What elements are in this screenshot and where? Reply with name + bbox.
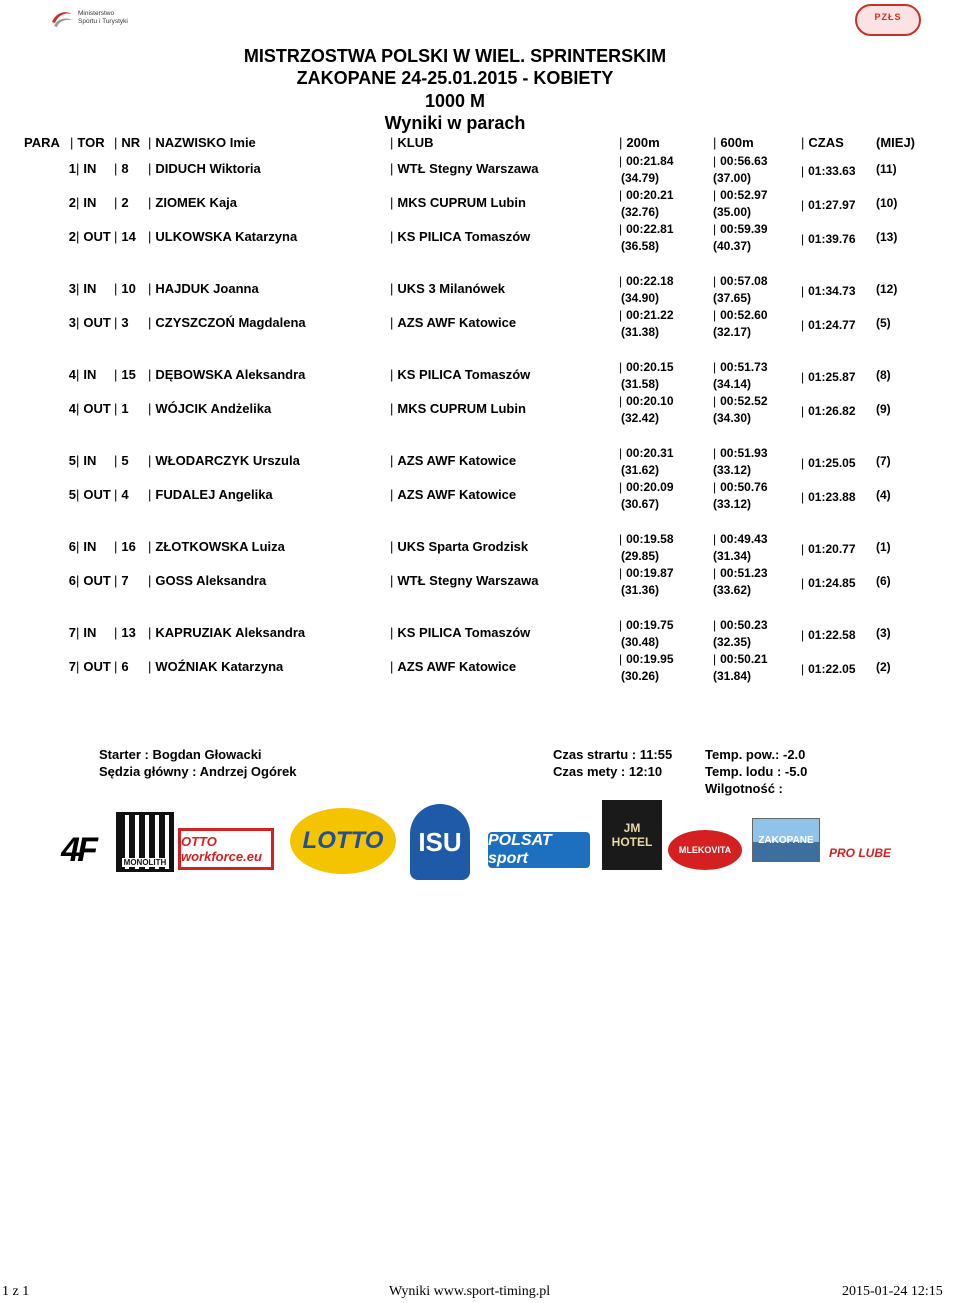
row-600m-split: (35.00) — [713, 205, 752, 219]
row-czas: | 01:24.77 — [801, 317, 856, 333]
row-200m-time: | 00:22.18 — [619, 273, 674, 289]
row-club: | WTŁ Stegny Warszawa — [390, 161, 539, 177]
row-200m-time: | 00:21.22 — [619, 307, 674, 323]
col-200m: | 200m — [619, 135, 660, 151]
row-para: 5 — [68, 453, 76, 468]
col-para: PARA — [24, 135, 60, 150]
row-para: 2 — [68, 229, 76, 244]
row-200m-split: (31.38) — [621, 325, 660, 339]
row-200m-time: | 00:20.10 — [619, 393, 674, 409]
row-miej: (8) — [876, 368, 891, 382]
row-tor: | IN — [76, 281, 96, 297]
row-club: | AZS AWF Katowice — [390, 315, 516, 331]
row-600m-time: | 00:51.23 — [713, 565, 768, 581]
row-para: 3 — [68, 281, 76, 296]
row-czas: | 01:27.97 — [801, 197, 856, 213]
row-miej: (11) — [876, 162, 897, 176]
row-para: 3 — [68, 315, 76, 330]
row-tor: | OUT — [76, 315, 111, 331]
row-name: | WÓJCIK Andżelika — [148, 401, 271, 417]
row-para: 2 — [68, 195, 76, 210]
row-czas: | 01:20.77 — [801, 541, 856, 557]
row-200m-time: | 00:19.95 — [619, 651, 674, 667]
row-600m-time: | 00:52.52 — [713, 393, 768, 409]
starter-info: Starter : Bogdan Głowacki — [99, 747, 262, 762]
row-tor: | OUT — [76, 573, 111, 589]
row-200m-split: (34.90) — [621, 291, 660, 305]
row-200m-time: | 00:19.87 — [619, 565, 674, 581]
row-club: | KS PILICA Tomaszów — [390, 625, 530, 641]
row-tor: | IN — [76, 539, 96, 555]
row-600m-split: (33.62) — [713, 583, 752, 597]
row-200m-time: | 00:20.15 — [619, 359, 674, 375]
row-name: | CZYSZCZOŃ Magdalena — [148, 315, 306, 331]
row-miej: (4) — [876, 488, 891, 502]
row-600m-split: (33.12) — [713, 463, 752, 477]
ministry-logo — [48, 6, 138, 32]
row-tor: | IN — [76, 195, 96, 211]
pzls-logo-text: PZŁS — [874, 12, 902, 22]
footer-source: Wyniki www.sport-timing.pl — [389, 1284, 551, 1299]
ministry-logo-icon — [48, 6, 76, 32]
row-para: 1 — [68, 161, 76, 176]
pzls-logo — [855, 4, 921, 36]
sponsor-otto-logo: OTTO workforce.eu — [178, 828, 274, 870]
title-line1: MISTRZOSTWA POLSKI W WIEL. SPRINTERSKIM — [243, 46, 667, 66]
row-miej: (7) — [876, 454, 891, 468]
col-600m: | 600m — [713, 135, 754, 151]
row-nr: | 3 — [114, 315, 129, 331]
row-miej: (12) — [876, 282, 898, 296]
row-600m-time: | 00:50.23 — [713, 617, 768, 633]
row-nr: | 2 — [114, 195, 129, 211]
row-nr: | 5 — [114, 453, 129, 469]
row-nr: | 4 — [114, 487, 129, 503]
row-600m-time: | 00:51.93 — [713, 445, 768, 461]
row-para: 7 — [68, 625, 76, 640]
row-miej: (1) — [876, 540, 891, 554]
row-200m-split: (32.76) — [621, 205, 660, 219]
row-nr: | 8 — [114, 161, 129, 177]
row-600m-time: | 00:56.63 — [713, 153, 768, 169]
row-czas: | 01:34.73 — [801, 283, 856, 299]
row-para: 7 — [68, 659, 76, 674]
row-czas: | 01:33.63 — [801, 163, 856, 179]
row-name: | WOŹNIAK Katarzyna — [148, 659, 283, 675]
row-600m-time: | 00:50.21 — [713, 651, 768, 667]
row-200m-time: | 00:20.31 — [619, 445, 674, 461]
finish-time-info: Czas mety : 12:10 — [553, 764, 663, 779]
row-nr: | 7 — [114, 573, 129, 589]
row-600m-split: (31.84) — [713, 669, 752, 683]
row-czas: | 01:22.05 — [801, 661, 856, 677]
row-czas: | 01:26.82 — [801, 403, 856, 419]
row-club: | UKS Sparta Grodzisk — [390, 539, 528, 555]
row-tor: | OUT — [76, 659, 111, 675]
row-tor: | IN — [76, 625, 96, 641]
ministry-logo-line1: Ministerstwo — [78, 10, 115, 17]
row-600m-split: (32.17) — [713, 325, 752, 339]
row-200m-split: (31.36) — [621, 583, 660, 597]
row-200m-time: | 00:19.58 — [619, 531, 674, 547]
title-line4: Wyniki w parach — [384, 113, 526, 133]
col-tor: | TOR — [70, 135, 105, 151]
row-nr: | 1 — [114, 401, 129, 417]
row-tor: | OUT — [76, 487, 111, 503]
start-time-info: Czas strartu : 11:55 — [553, 747, 673, 762]
air-temp-info: Temp. pow.: -2.0 — [705, 747, 806, 762]
row-club: | KS PILICA Tomaszów — [390, 229, 530, 245]
row-600m-split: (37.00) — [713, 171, 752, 185]
col-nr: | NR — [114, 135, 140, 151]
row-200m-time: | 00:20.21 — [619, 187, 674, 203]
row-tor: | OUT — [76, 401, 111, 417]
row-czas: | 01:22.58 — [801, 627, 856, 643]
row-name: | ZŁOTKOWSKA Luiza — [148, 539, 285, 555]
row-club: | AZS AWF Katowice — [390, 487, 516, 503]
ministry-logo-line2: Sportu i Turystyki — [78, 18, 128, 25]
sponsor-4f-logo: 4F — [61, 830, 95, 869]
col-czas: | CZAS — [801, 135, 844, 151]
row-tor: | IN — [76, 367, 96, 383]
row-200m-time: | 00:19.75 — [619, 617, 674, 633]
row-nr: | 10 — [114, 281, 136, 297]
row-200m-split: (29.85) — [621, 549, 660, 563]
row-name: | ZIOMEK Kaja — [148, 195, 237, 211]
row-name: | WŁODARCZYK Urszula — [148, 453, 300, 469]
title-line2: ZAKOPANE 24-25.01.2015 - KOBIETY — [296, 68, 614, 88]
row-club: | MKS CUPRUM Lubin — [390, 195, 526, 211]
row-name: | DIDUCH Wiktoria — [148, 161, 261, 177]
row-200m-split: (36.58) — [621, 239, 660, 253]
row-600m-split: (34.30) — [713, 411, 752, 425]
row-para: 4 — [68, 367, 76, 382]
row-200m-time: | 00:21.84 — [619, 153, 674, 169]
row-nr: | 6 — [114, 659, 129, 675]
footer-datetime: 2015-01-24 12:15 — [842, 1284, 943, 1299]
page-number: 1 z 1 — [2, 1284, 30, 1299]
row-tor: | IN — [76, 453, 96, 469]
sponsor-polsat-logo: POLSAT sport — [488, 832, 590, 868]
row-600m-time: | 00:49.43 — [713, 531, 768, 547]
row-200m-split: (30.26) — [621, 669, 660, 683]
row-name: | HAJDUK Joanna — [148, 281, 259, 297]
row-czas: | 01:25.87 — [801, 369, 856, 385]
row-600m-split: (33.12) — [713, 497, 752, 511]
row-200m-split: (34.79) — [621, 171, 660, 185]
col-miej: (MIEJ) — [876, 135, 915, 150]
row-nr: | 14 — [114, 229, 136, 245]
judge-info: Sędzia główny : Andrzej Ogórek — [99, 764, 297, 779]
row-600m-time: | 00:57.08 — [713, 273, 768, 289]
col-name: | NAZWISKO Imie — [148, 135, 256, 151]
row-600m-time: | 00:52.97 — [713, 187, 768, 203]
sponsor-lotto-logo: LOTTO — [290, 808, 396, 874]
row-club: | UKS 3 Milanówek — [390, 281, 505, 297]
sponsor-jm-hotel-logo: JM HOTEL — [602, 800, 662, 870]
row-czas: | 01:23.88 — [801, 489, 856, 505]
row-miej: (3) — [876, 626, 891, 640]
row-200m-time: | 00:22.81 — [619, 221, 674, 237]
row-200m-split: (32.42) — [621, 411, 660, 425]
row-czas: | 01:24.85 — [801, 575, 856, 591]
sponsor-mlekovita-logo: MLEKOVITA — [668, 830, 742, 870]
row-para: 6 — [68, 539, 76, 554]
row-miej: (13) — [876, 230, 898, 244]
sponsor-zakopane-logo: ZAKOPANE — [752, 818, 820, 862]
row-nr: | 13 — [114, 625, 136, 641]
row-tor: | OUT — [76, 229, 111, 245]
row-czas: | 01:39.76 — [801, 231, 856, 247]
row-600m-split: (31.34) — [713, 549, 752, 563]
row-club: | WTŁ Stegny Warszawa — [390, 573, 539, 589]
row-name: | DĘBOWSKA Aleksandra — [148, 367, 305, 383]
col-club: | KLUB — [390, 135, 434, 151]
row-nr: | 16 — [114, 539, 136, 555]
row-tor: | IN — [76, 161, 96, 177]
row-para: 5 — [68, 487, 76, 502]
row-name: | KAPRUZIAK Aleksandra — [148, 625, 305, 641]
row-600m-split: (34.14) — [713, 377, 752, 391]
row-200m-split: (31.58) — [621, 377, 660, 391]
row-miej: (2) — [876, 660, 891, 674]
row-200m-time: | 00:20.09 — [619, 479, 674, 495]
row-para: 4 — [68, 401, 76, 416]
row-200m-split: (31.62) — [621, 463, 660, 477]
row-600m-time: | 00:51.73 — [713, 359, 768, 375]
sponsor-isu-logo: ISU — [410, 804, 470, 880]
ice-temp-info: Temp. lodu : -5.0 — [705, 764, 808, 779]
row-200m-split: (30.67) — [621, 497, 660, 511]
row-miej: (9) — [876, 402, 891, 416]
row-600m-time: | 00:52.60 — [713, 307, 768, 323]
row-czas: | 01:25.05 — [801, 455, 856, 471]
row-club: | AZS AWF Katowice — [390, 453, 516, 469]
title-line3: 1000 M — [424, 91, 486, 111]
humidity-info: Wilgotność : — [705, 781, 783, 796]
row-miej: (6) — [876, 574, 891, 588]
row-miej: (10) — [876, 196, 898, 210]
row-name: | ULKOWSKA Katarzyna — [148, 229, 297, 245]
row-600m-time: | 00:59.39 — [713, 221, 768, 237]
row-club: | AZS AWF Katowice — [390, 659, 516, 675]
row-para: 6 — [68, 573, 76, 588]
row-name: | FUDALEJ Angelika — [148, 487, 273, 503]
row-club: | KS PILICA Tomaszów — [390, 367, 530, 383]
row-600m-split: (40.37) — [713, 239, 752, 253]
sponsor-prolube-logo: PRO LUBE — [828, 846, 891, 860]
row-600m-time: | 00:50.76 — [713, 479, 768, 495]
row-600m-split: (37.65) — [713, 291, 752, 305]
row-miej: (5) — [876, 316, 891, 330]
row-name: | GOSS Aleksandra — [148, 573, 266, 589]
sponsor-monolith-logo: MONOLITH — [116, 812, 174, 872]
row-nr: | 15 — [114, 367, 136, 383]
row-club: | MKS CUPRUM Lubin — [390, 401, 526, 417]
row-200m-split: (30.48) — [621, 635, 660, 649]
row-600m-split: (32.35) — [713, 635, 752, 649]
